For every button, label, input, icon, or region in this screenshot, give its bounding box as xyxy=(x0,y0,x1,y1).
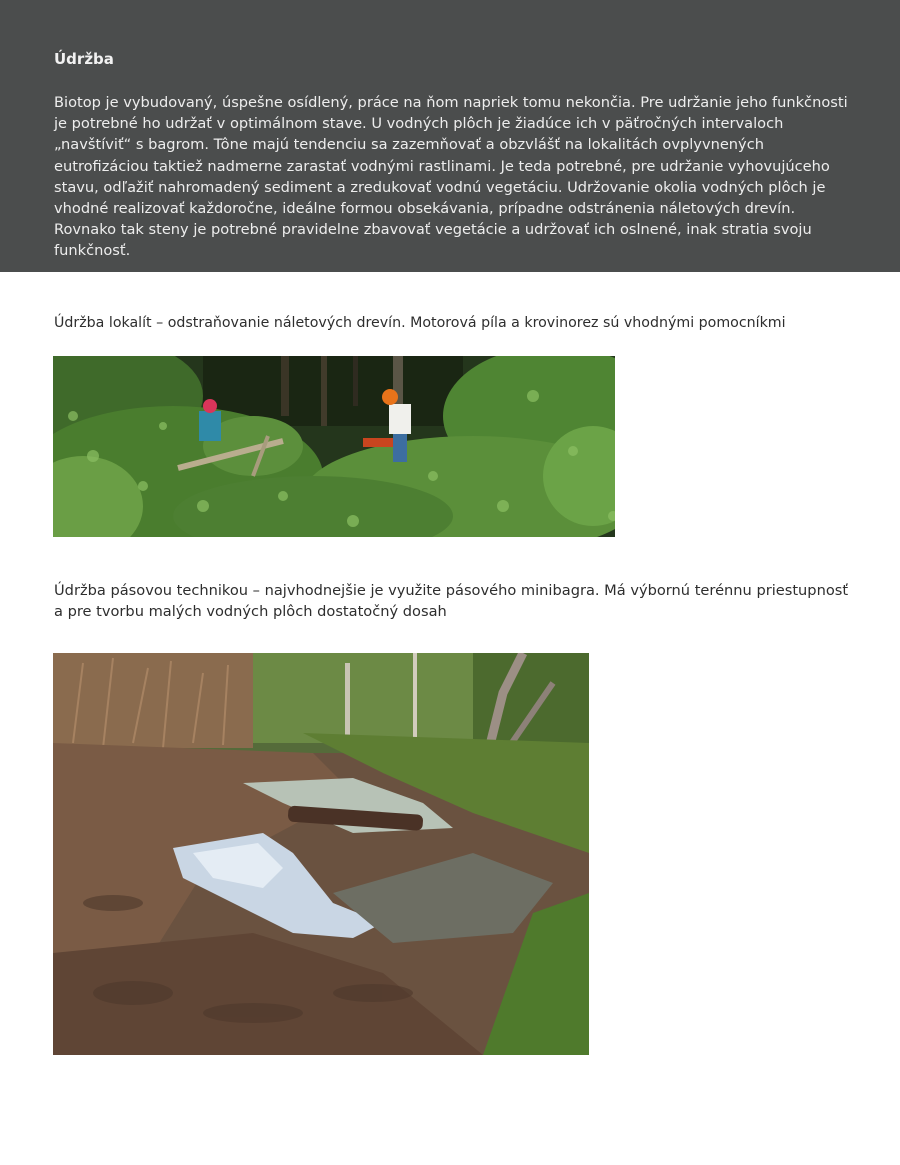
figure-1-caption: Údržba lokalít – odstraňovanie náletových drevín. Motorová píla a krovinorez sú vhodnými pomocníkmi xyxy=(54,315,786,331)
section-heading: Údržba xyxy=(54,50,114,68)
figure-1-photo-clearing-shrubs xyxy=(53,356,615,537)
figure-2-photo-excavated-pond xyxy=(53,653,589,1055)
section-body-text: Biotop je vybudovaný, úspešne osídlený, práce na ňom napriek tomu nekončia. Pre udržanie jeho funkčnosti je potrebné ho udržať v optimálnom stave. U vodných plôch je žiadúce ich v päťročných intervaloch „navštíviť“ s bagrom. Tône majú tendenciu sa zazemňovať a obzvlášť na lokalitách ovplyvnených eutrofizáciou taktiež nadmerne zarastať vodnými rastlinami. Je teda potrebné, pre udržanie vyhovujúceho stavu, odľažiť nahromadený sediment a zredukovať vodnú vegetáciu. Udržovanie okolia vodných plôch je vhodné realizovať každoročne, ideálne formou obsekávania, prípadne odstránenia náletových drevín. Rovnako tak steny je potrebné pravidelne zbavovať vegetácie a udržovať ich oslnené, inak stratia svoju funkčnosť. xyxy=(54,94,848,260)
maintenance-intro-band xyxy=(0,0,900,272)
figure-2-caption: Údržba pásovou technikou – najvhodnejšie je využite pásového minibagra. Má výbornú terénnu priestupnosť a pre tvorbu malých vodných plôch dostatočný dosah xyxy=(54,582,849,620)
